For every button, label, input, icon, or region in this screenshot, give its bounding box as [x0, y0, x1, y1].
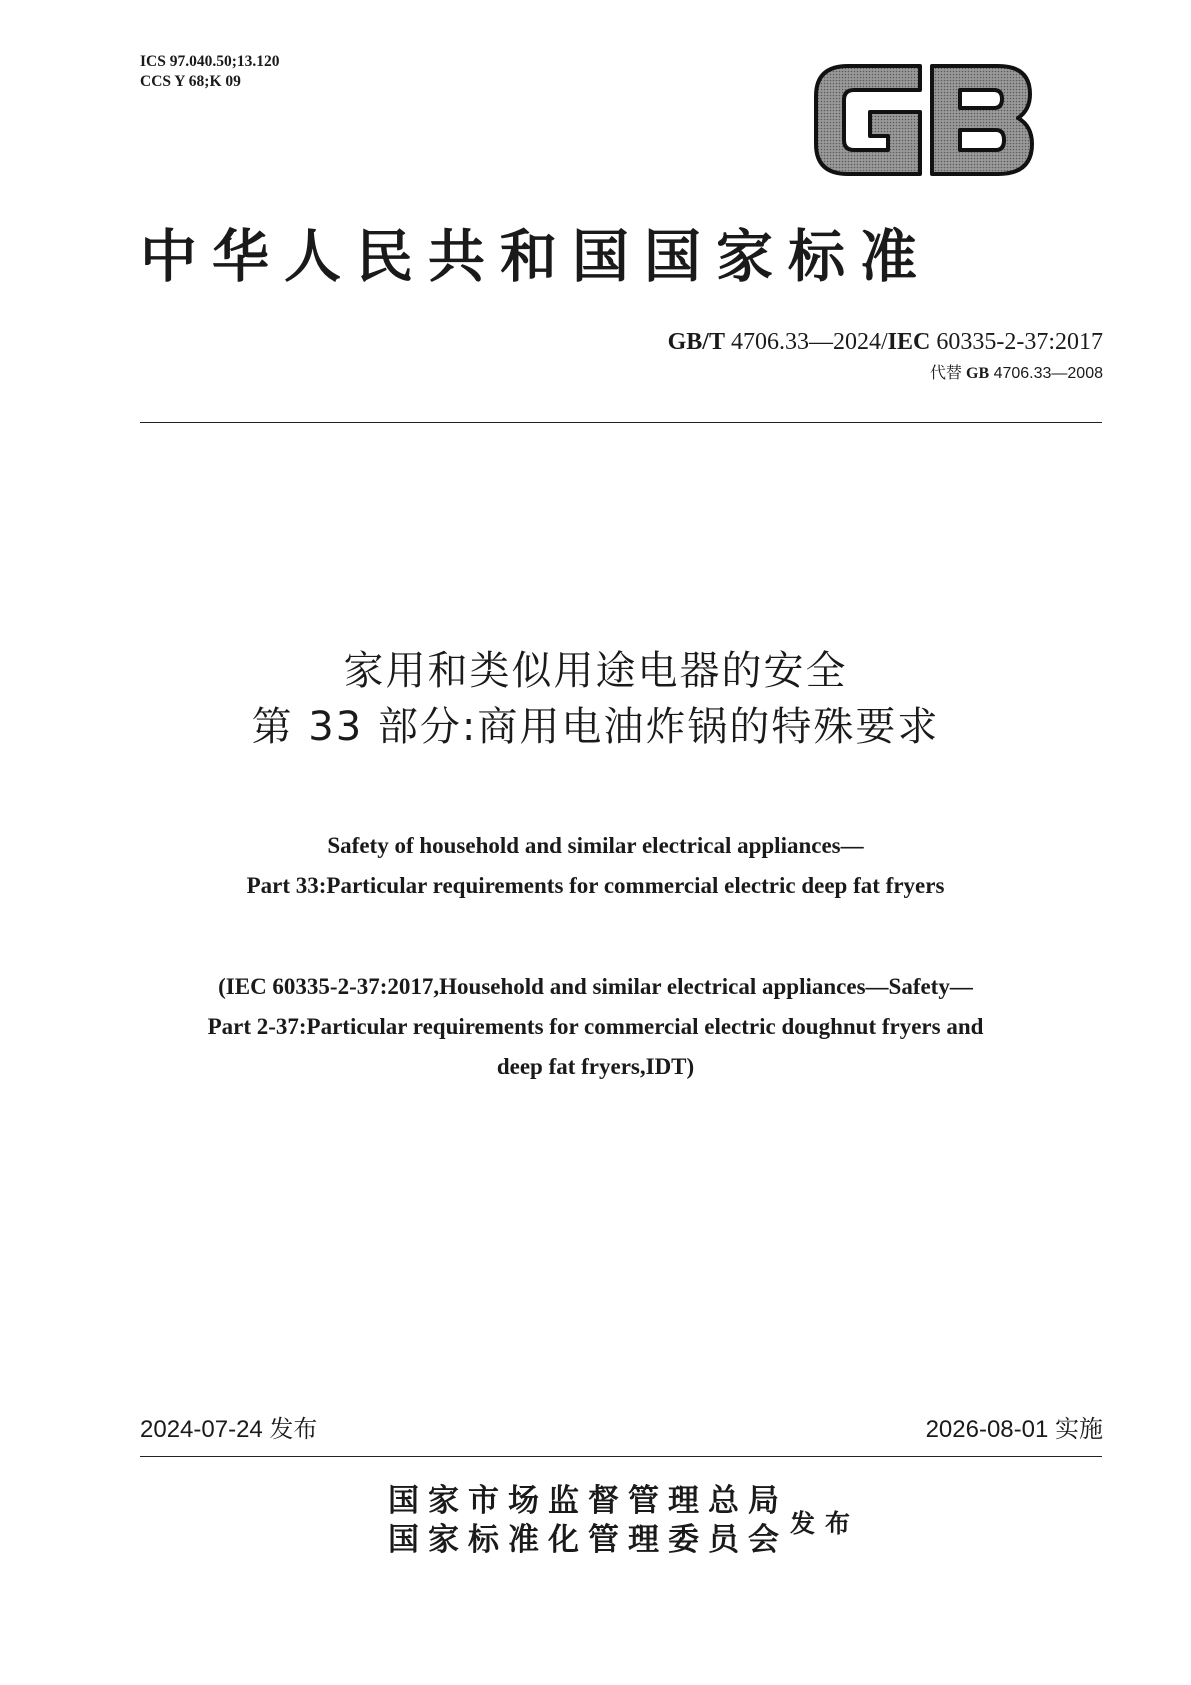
- gb-logo-graphic: [808, 58, 1038, 182]
- top-divider: [140, 422, 1102, 423]
- issue-date: 2024-07-24 发布: [140, 1416, 318, 1443]
- classification-codes: [140, 52, 280, 92]
- document-title-en-line2: Part 33:Particular requirements for commercial electric deep fat fryers: [246, 873, 945, 898]
- publishers: [388, 1482, 788, 1560]
- replaces-standard: [930, 364, 1103, 384]
- document-title-cn-line2: 第 33 部分:商用电油炸锅的特殊要求: [251, 704, 940, 750]
- replaces-number: 4706.33—2008: [989, 365, 1103, 382]
- standard-number-main: 4706.33—2024/: [724, 329, 888, 355]
- logo-letter-g: [816, 66, 920, 174]
- document-title-cn: [0, 643, 1191, 755]
- publisher-samr: 国家市场监督管理总局: [388, 1483, 788, 1519]
- iec-reference-line2: Part 2-37:Particular requirements for commercial electric doughnut fryers and: [207, 1014, 984, 1039]
- gb-logo: [808, 58, 1038, 182]
- iec-reference-line3: deep fat fryers,IDT): [496, 1054, 695, 1079]
- standard-number: [668, 327, 1103, 357]
- bottom-divider: [140, 1456, 1102, 1457]
- ccs-code: CCS Y 68;K 09: [140, 73, 241, 90]
- iec-reference-line1: (IEC 60335-2-37:2017,Household and similar electrical appliances—Safety—: [218, 974, 973, 999]
- replaces-prefix: 代替: [929, 365, 962, 382]
- logo-letter-b: [932, 66, 1032, 174]
- national-standard-title: 中华人民共和国国家标准: [140, 223, 932, 290]
- publisher-sac: 国家标准化管理委员会: [388, 1522, 788, 1558]
- implementation-date: 2026-08-01 实施: [925, 1416, 1103, 1443]
- document-title-en-line1: Safety of household and similar electrical appliances—: [327, 833, 864, 858]
- iec-reference: [0, 967, 1191, 1087]
- ics-code: ICS 97.040.50;13.120: [140, 53, 280, 70]
- document-title-cn-line1: 家用和类似用途电器的安全: [343, 648, 848, 694]
- document-title-en: [0, 826, 1191, 906]
- standard-number-iec-prefix: IEC: [887, 329, 931, 355]
- replaces-gb: GB: [962, 365, 990, 382]
- standard-number-iec: 60335-2-37:2017: [930, 329, 1103, 355]
- publish-label: 发布: [790, 1509, 861, 1538]
- standard-number-prefix: GB/T: [667, 329, 725, 355]
